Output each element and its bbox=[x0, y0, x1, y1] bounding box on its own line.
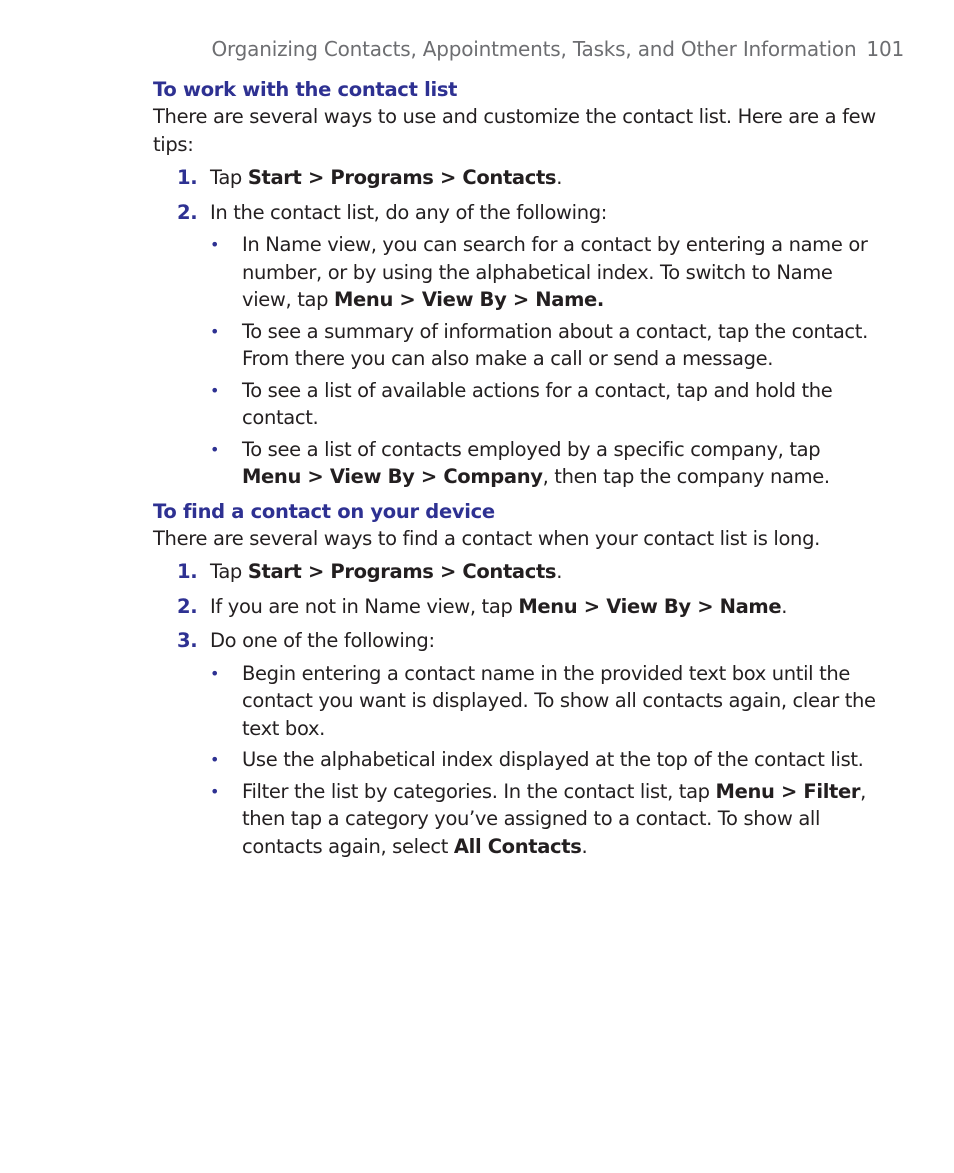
bullet-icon: • bbox=[210, 380, 220, 400]
bullet-text-end: , then tap the company name. bbox=[542, 465, 830, 488]
bullet-item bbox=[210, 746, 878, 774]
header-title: Organizing Contacts, Appointments, Tasks, and Other Information bbox=[211, 37, 857, 61]
bullet-item bbox=[210, 778, 878, 861]
bullet-icon: • bbox=[210, 439, 220, 459]
section-intro: There are several ways to find a contact when your contact list is long. bbox=[153, 526, 820, 550]
steps-list bbox=[153, 558, 878, 860]
step-text-end: . bbox=[556, 166, 563, 189]
step-command: Start > Programs > Contacts bbox=[247, 166, 557, 189]
bullet-list bbox=[210, 660, 878, 861]
step-command: Start > Programs > Contacts bbox=[247, 560, 557, 583]
step-text: Do one of the following: bbox=[210, 629, 435, 652]
step-text: If you are not in Name view, tap bbox=[210, 594, 519, 618]
step-text-end: . bbox=[556, 560, 563, 583]
bullet-item bbox=[210, 231, 878, 314]
steps-list bbox=[153, 164, 878, 491]
bullet-text-end: . bbox=[581, 834, 588, 858]
bullet-text: Filter the list by categories. In the contact list, tap bbox=[242, 779, 716, 803]
step-item bbox=[153, 164, 878, 192]
bullet-icon: • bbox=[210, 750, 220, 769]
bullet-text: Begin entering a contact name in the provided text box until the contact you want is displayed. To show all contacts again, clear the text box. bbox=[242, 661, 876, 740]
bullet-icon: • bbox=[210, 781, 220, 801]
bullet-item bbox=[210, 377, 878, 432]
bullet-list bbox=[210, 231, 878, 491]
bullet-icon: • bbox=[210, 321, 220, 341]
bullet-text: In Name view, you can search for a contact by entering a name or number, or by using the alphabetical index. To switch to Name view, tap bbox=[242, 233, 868, 311]
step-number: 3. bbox=[177, 629, 198, 652]
bullet-item bbox=[210, 318, 878, 373]
bullet-text: To see a list of contacts employed by a specific company, tap bbox=[242, 437, 821, 461]
bullet-icon: • bbox=[210, 663, 220, 683]
step-item bbox=[153, 558, 878, 586]
step-item bbox=[153, 199, 878, 491]
bullet-command: Menu > View By > Company bbox=[242, 465, 543, 488]
bullet-command: All Contacts bbox=[453, 834, 582, 858]
step-number: 2. bbox=[177, 200, 198, 224]
section-heading-find-contact: To find a contact on your device bbox=[153, 499, 495, 523]
step-item bbox=[153, 627, 878, 860]
section-intro: There are several ways to use and customize the contact list. Here are a few tips: bbox=[153, 105, 876, 156]
step-text: In the contact list, do any of the following: bbox=[210, 200, 607, 224]
step-number: 2. bbox=[177, 594, 198, 618]
step-command: Menu > View By > Name bbox=[518, 594, 782, 618]
step-number: 1. bbox=[177, 166, 198, 189]
bullet-text: Use the alphabetical index displayed at the top of the contact list. bbox=[242, 748, 864, 771]
bullet-text: To see a summary of information about a contact, tap the contact. From there you can also make a call or send a message. bbox=[242, 319, 868, 370]
bullet-command: Menu > View By > Name. bbox=[333, 288, 604, 311]
bullet-item bbox=[210, 436, 878, 491]
page-content bbox=[153, 76, 878, 867]
step-item bbox=[153, 593, 878, 621]
step-text: Tap bbox=[210, 560, 248, 583]
bullet-command: Menu > Filter bbox=[715, 779, 861, 803]
step-number: 1. bbox=[177, 560, 198, 583]
step-text-end: . bbox=[781, 594, 788, 618]
bullet-text-mid: , then tap a category you’ve assigned to a contact. To show all contacts again, select bbox=[242, 779, 867, 858]
bullet-item bbox=[210, 660, 878, 743]
running-header bbox=[0, 37, 904, 61]
section-heading-work-with-list: To work with the contact list bbox=[153, 78, 458, 101]
bullet-icon: • bbox=[210, 235, 220, 254]
page-number: 101 bbox=[866, 37, 904, 61]
step-text: Tap bbox=[210, 166, 248, 189]
bullet-text: To see a list of available actions for a contact, tap and hold the contact. bbox=[242, 378, 833, 429]
